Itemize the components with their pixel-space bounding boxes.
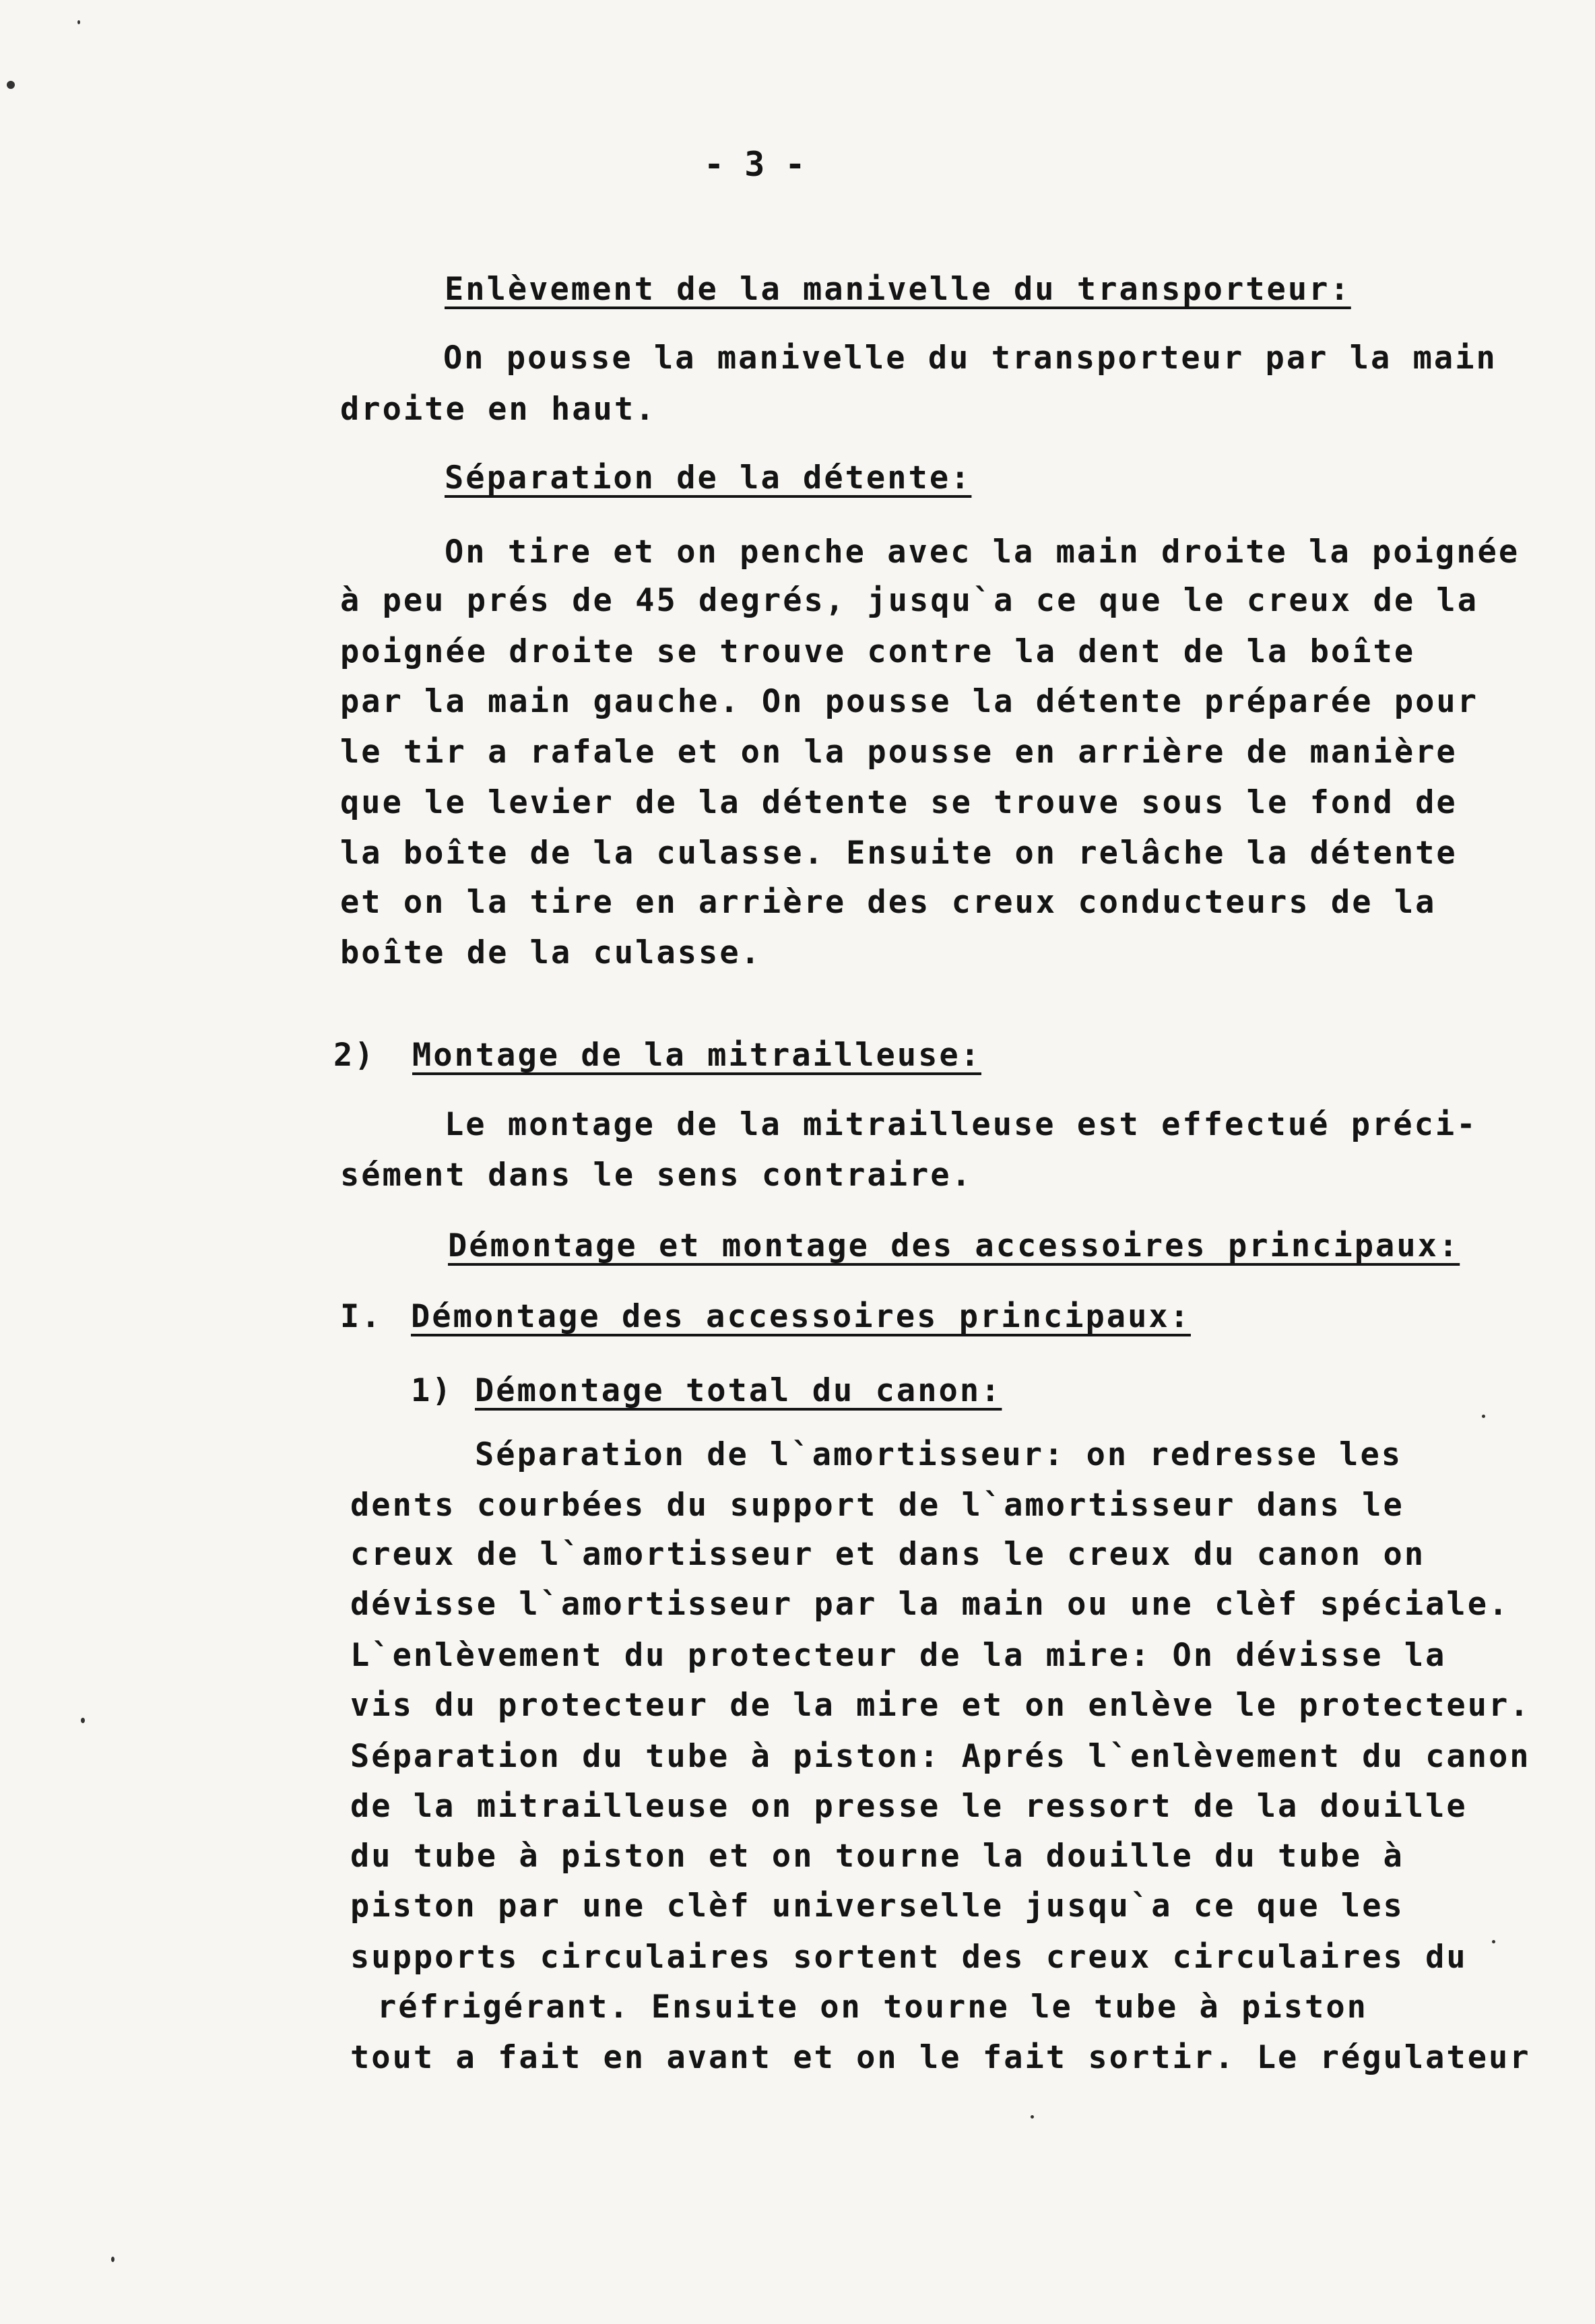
scan-speck	[81, 1718, 85, 1723]
paragraph-line: On pousse la manivelle du transporteur par la main	[443, 340, 1497, 377]
item-number: 1)	[411, 1372, 453, 1409]
paragraph-line: que le levier de la détente se trouve sous le fond de	[340, 784, 1458, 821]
paragraph-line: tout a fait en avant et on le fait sortir. Le régulateur	[350, 2039, 1531, 2076]
paragraph-line: la boîte de la culasse. Ensuite on relâche la détente	[340, 835, 1458, 872]
subsection-number: I.	[340, 1298, 383, 1335]
paragraph-line: boîte de la culasse.	[340, 934, 762, 971]
section-heading-manivelle: Enlèvement de la manivelle du transporteur:	[445, 271, 1351, 308]
paragraph-line: sément dans le sens contraire.	[340, 1157, 973, 1194]
paragraph-line: et on la tire en arrière des creux conducteurs de la	[340, 884, 1437, 921]
section-heading-detente: Séparation de la détente:	[445, 459, 972, 496]
paragraph-line: On tire et on penche avec la main droite la poignée	[445, 534, 1520, 571]
section-heading-montage: Montage de la mitrailleuse:	[412, 1037, 982, 1074]
paragraph-line: piston par une clèf universelle jusqu`a ce que les	[350, 1887, 1404, 1925]
paragraph-line: L`enlèvement du protecteur de la mire: On dévisse la	[350, 1637, 1447, 1674]
scan-speck	[1492, 1940, 1495, 1943]
section-heading-accessoires: Démontage et montage des accessoires principaux:	[448, 1227, 1460, 1264]
paragraph-line: de la mitrailleuse on presse le ressort de la douille	[350, 1788, 1468, 1825]
page-number: - 3 -	[704, 145, 806, 184]
section-number: 2)	[333, 1037, 376, 1074]
item-heading: Démontage total du canon:	[475, 1372, 1002, 1409]
paragraph-line: à peu prés de 45 degrés, jusqu`a ce que le creux de la	[340, 582, 1479, 619]
scan-speck	[1031, 2115, 1034, 2119]
paragraph-line: dents courbées du support de l`amortisseur dans le	[350, 1487, 1404, 1524]
paragraph-line: Séparation de l`amortisseur: on redresse les	[475, 1436, 1403, 1473]
scan-speck	[1482, 1415, 1485, 1418]
paragraph-line: vis du protecteur de la mire et on enlève le protecteur.	[350, 1687, 1531, 1724]
paragraph-line: creux de l`amortisseur et dans le creux du canon on	[350, 1536, 1426, 1573]
paragraph-line: dévisse l`amortisseur par la main ou une clèf spéciale.	[350, 1586, 1510, 1623]
subsection-heading: Démontage des accessoires principaux:	[411, 1298, 1191, 1335]
paragraph-line: Le montage de la mitrailleuse est effectué préci-	[445, 1106, 1478, 1143]
scan-speck	[77, 20, 80, 24]
paragraph-line: du tube à piston et on tourne la douille du tube à	[350, 1838, 1404, 1875]
scan-speck	[7, 81, 15, 89]
paragraph-line: par la main gauche. On pousse la détente préparée pour	[340, 683, 1479, 720]
paragraph-line: Séparation du tube à piston: Aprés l`enlèvement du canon	[350, 1738, 1531, 1775]
paragraph-line: poignée droite se trouve contre la dent de la boîte	[340, 633, 1416, 670]
paragraph-line: droite en haut.	[340, 391, 657, 428]
paragraph-line: le tir a rafale et on la pousse en arrière de manière	[340, 734, 1458, 771]
paragraph-line: supports circulaires sortent des creux circulaires du	[350, 1939, 1468, 1976]
scan-speck	[111, 2257, 115, 2262]
paragraph-line: réfrigérant. Ensuite on tourne le tube à piston	[377, 1989, 1368, 2026]
